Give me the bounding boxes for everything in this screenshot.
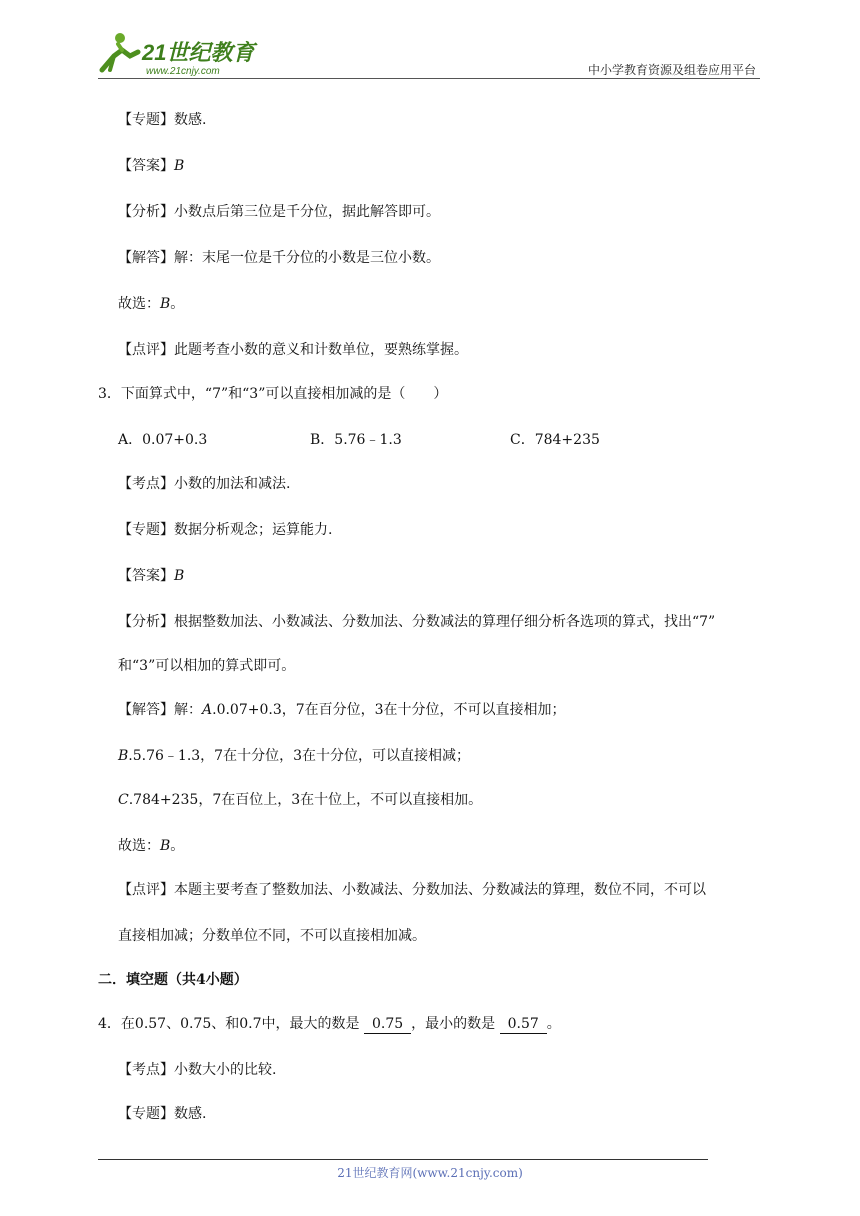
blank-smallest: 0.57 [500, 1015, 547, 1034]
logo-text: 21世纪教育 [142, 40, 255, 65]
jieda-text-c: .784+235，7在百位上，3在十位上，不可以直接相加。 [128, 792, 483, 808]
choice-value: B [160, 838, 171, 854]
q3-fenxi-1: 【分析】根据整数加法、小数减法、分数加法、分数减法的算理仔细分析各选项的算式，找出“7” [118, 614, 716, 630]
q3-kaodian: 【考点】小数的加法和减法. [118, 476, 291, 492]
answer-value: B [174, 158, 185, 174]
q2-dianping: 【点评】此题考查小数的意义和计数单位，要熟练掌握。 [118, 342, 468, 358]
header-divider [98, 78, 760, 79]
q4-stem [98, 1014, 561, 1034]
page-header [0, 0, 860, 80]
choice-end: 。 [170, 296, 185, 312]
option-a: A．0.07+0.3 [118, 432, 208, 448]
choice-value: B [160, 296, 171, 312]
choice-label: 故选： [118, 838, 160, 854]
q4-stem-a: 4．在0.57、0.75、和0.7中，最大的数是 [98, 1016, 360, 1032]
q2-jieda: 【解答】解：末尾一位是千分位的小数是三位小数。 [118, 250, 440, 266]
answer-label: 【答案】 [118, 568, 174, 584]
q3-jieda-1 [118, 700, 566, 720]
jieda-letter-a: A [202, 702, 213, 718]
q4-stem-c: 。 [546, 1016, 561, 1032]
jieda-prefix: 【解答】解： [118, 702, 202, 718]
q3-guxuan [118, 836, 184, 856]
choice-end: 。 [170, 838, 185, 854]
site-logo [92, 30, 267, 78]
q3-zhuanti: 【专题】数据分析观念；运算能力. [118, 522, 333, 538]
q2-fenxi: 【分析】小数点后第三位是千分位，据此解答即可。 [118, 204, 440, 220]
jieda-text-a: .0.07+0.3，7在百分位，3在十分位，不可以直接相加； [212, 702, 566, 718]
q3-jieda-2 [118, 746, 470, 766]
q3-jieda-3 [118, 790, 482, 810]
jieda-text-b: .5.76﹣1.3，7在十分位，3在十分位，可以直接相减； [128, 748, 470, 764]
q4-zhuanti: 【专题】数感. [118, 1106, 207, 1122]
q3-dianping-1: 【点评】本题主要考查了整数加法、小数减法、分数加法、分数减法的算理，数位不同，不可以 [118, 882, 706, 898]
platform-name: 中小学教育资源及组卷应用平台 [587, 63, 756, 77]
section-title: 二．填空题（共4小题） [98, 972, 248, 988]
q2-guxuan [118, 294, 184, 314]
q4-stem-b: ，最小的数是 [411, 1016, 496, 1032]
q3-dianping-2: 直接相加减；分数单位不同，不可以直接相加减。 [118, 928, 426, 944]
answer-value: B [174, 568, 185, 584]
q3-answer [118, 566, 184, 586]
option-c: C．784+235 [510, 432, 600, 448]
blank-largest: 0.75 [364, 1015, 411, 1034]
answer-label: 【答案】 [118, 158, 174, 174]
choice-label: 故选： [118, 296, 160, 312]
jieda-letter-b: B [118, 748, 129, 764]
option-b: B．5.76﹣1.3 [310, 432, 402, 448]
footer-divider [98, 1159, 708, 1160]
logo-url: www.21cnjy.com [146, 66, 220, 77]
jieda-letter-c: C [118, 792, 129, 808]
page-footer: 21世纪教育网(www.21cnjy.com) [337, 1166, 523, 1180]
q3-stem: 3．下面算式中，“7”和“3”可以直接相加减的是（ ） [98, 386, 448, 402]
q4-kaodian: 【考点】小数大小的比较. [118, 1062, 277, 1078]
q3-fenxi-2: 和“3”可以相加的算式即可。 [118, 658, 296, 674]
q2-answer [118, 156, 184, 176]
q2-zhuanti: 【专题】数感. [118, 112, 207, 128]
runner-logo-icon [92, 30, 267, 78]
